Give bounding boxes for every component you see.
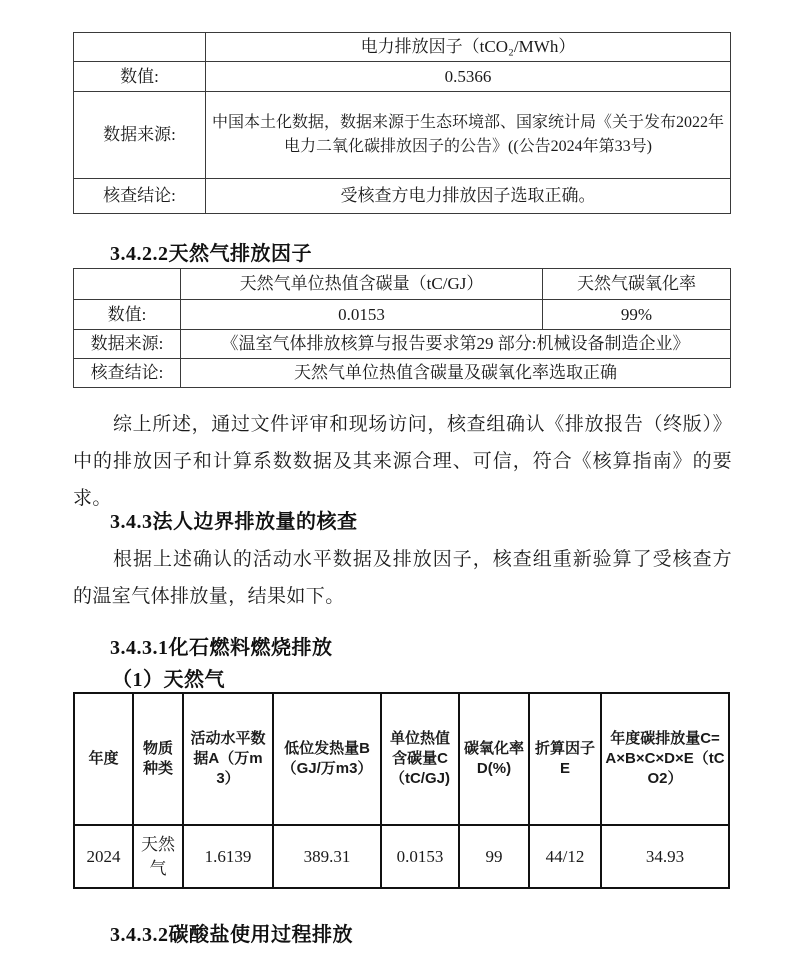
table-row: [74, 330, 731, 359]
table-row: [74, 269, 731, 300]
t1-conclusion-label: 核查结论:: [74, 179, 206, 214]
t3-col-heat-value: 低位发热量B（GJ/万m3）: [273, 693, 381, 825]
section-heading-3-4-3: 3.4.3法人边界排放量的核查: [110, 511, 358, 533]
section-heading-3-4-3-2: 3.4.3.2碳酸盐使用过程排放: [110, 924, 353, 946]
section-heading-3-4-2-2: 3.4.2.2天然气排放因子: [110, 243, 312, 265]
t3-cell-carbon-content: 0.0153: [381, 825, 459, 888]
t3-cell-material: 天然气: [133, 825, 183, 888]
electricity-factor-table: [73, 32, 731, 214]
t3-cell-year: 2024: [74, 825, 133, 888]
t2-source-label: 数据来源:: [74, 330, 181, 359]
t3-col-carbon-content: 单位热值含碳量C（tC/GJ): [381, 693, 459, 825]
t3-cell-conversion-factor: 44/12: [529, 825, 601, 888]
t1-source-label: 数据来源:: [74, 92, 206, 179]
t2-source-value: 《温室气体排放核算与报告要求第29 部分:机械设备制造企业》: [181, 330, 731, 359]
t2-value-carbon: 0.0153: [181, 300, 543, 330]
table-header-row: [74, 693, 729, 825]
t1-conclusion-value: 受核查方电力排放因子选取正确。: [206, 179, 731, 214]
t2-conclusion-value: 天然气单位热值含碳量及碳氧化率选取正确: [181, 359, 731, 388]
t1-header-blank-cell: [74, 33, 206, 62]
table-row: [74, 62, 731, 92]
table-row: [74, 825, 729, 888]
subsection-heading-natural-gas: （1）天然气: [112, 669, 225, 691]
t2-header-carbon-cell: 天然气单位热值含碳量（tC/GJ）: [181, 269, 543, 300]
t3-col-oxidation-rate: 碳氧化率D(%): [459, 693, 529, 825]
t2-header-blank-cell: [74, 269, 181, 300]
table-row: [74, 92, 731, 179]
t2-header-oxidation-cell: 天然气碳氧化率: [543, 269, 731, 300]
summary-paragraph: 综上所述，通过文件评审和现场访问，核查组确认《排放报告（终版）》中的排放因子和计算系数数据及其来源合理、可信，符合《核算指南》的要求。: [73, 414, 732, 509]
table-row: [74, 33, 731, 62]
table-row: [74, 179, 731, 214]
t1-value-label: 数值:: [74, 62, 206, 92]
t3-cell-annual-emission: 34.93: [601, 825, 729, 888]
recalc-paragraph: 根据上述确认的活动水平数据及排放因子，核查组重新验算了受核查方的温室气体排放量，结果如下。: [73, 549, 732, 607]
t2-value-oxidation: 99%: [543, 300, 731, 330]
t3-col-activity: 活动水平数据A（万m3）: [183, 693, 273, 825]
t1-source-value: 中国本土化数据，数据来源于生态环境部、国家统计局《关于发布2022年电力二氧化碳排放因子的公告》((公告2024年第33号): [206, 92, 731, 179]
t3-cell-oxidation-rate: 99: [459, 825, 529, 888]
t2-value-label: 数值:: [74, 300, 181, 330]
natural-gas-emission-table: [73, 692, 730, 889]
t3-col-annual-emission: 年度碳排放量C=A×B×C×D×E（tCO2）: [601, 693, 729, 825]
t3-col-conversion-factor: 折算因子E: [529, 693, 601, 825]
table-row: [74, 359, 731, 388]
t2-conclusion-label: 核查结论:: [74, 359, 181, 388]
t3-col-year: 年度: [74, 693, 133, 825]
table-row: [74, 300, 731, 330]
section-heading-3-4-3-1: 3.4.3.1化石燃料燃烧排放: [110, 637, 333, 659]
t3-cell-activity: 1.6139: [183, 825, 273, 888]
t3-col-material: 物质种类: [133, 693, 183, 825]
gas-factor-table: [73, 268, 731, 388]
t3-cell-heat-value: 389.31: [273, 825, 381, 888]
t1-header-value-cell: 电力排放因子（tCO₂/MWh）: [206, 33, 731, 62]
t1-value: 0.5366: [206, 62, 731, 92]
